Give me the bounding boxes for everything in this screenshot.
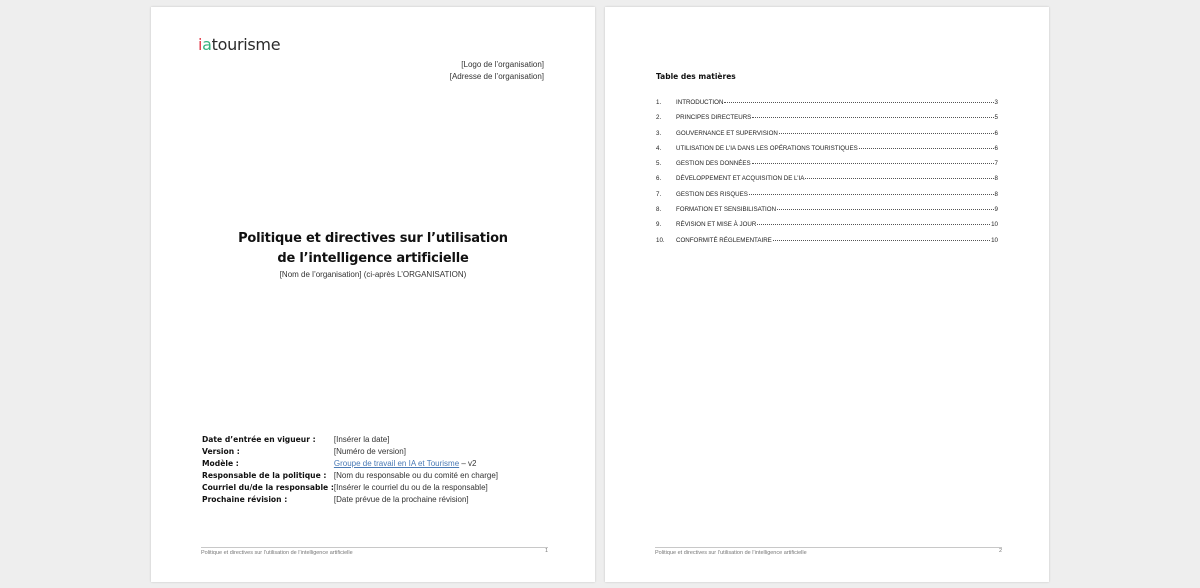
document-title-line-2: de l’intelligence artificielle (277, 251, 469, 266)
toc-entry[interactable] (656, 221, 998, 236)
toc-entry[interactable] (656, 145, 998, 160)
meta-model-label: Modèle : (202, 459, 239, 468)
toc-entry-page: 10 (991, 221, 998, 229)
org-address-placeholder: [Adresse de l’organisation] (449, 72, 544, 81)
toc-dot-leader (749, 194, 994, 195)
organisation-block (450, 59, 544, 83)
toc-dot-leader (752, 163, 994, 164)
toc-entry-number: 6. (656, 175, 662, 183)
toc-entry-page: 6 (994, 129, 998, 137)
meta-date-label: Date d’entrée en vigueur : (202, 435, 316, 444)
toc-dot-leader (773, 240, 990, 241)
toc-entry-page: 7 (994, 160, 998, 168)
toc-entry[interactable] (656, 175, 998, 190)
meta-review-value: [Date prévue de la prochaine révision] (333, 495, 469, 504)
document-subtitle: [Nom de l’organisation] (ci-après L’ORGANISATION) (279, 270, 467, 279)
meta-email-label: Courriel du/de la responsable : (202, 483, 334, 492)
model-link[interactable]: Groupe de travail en IA et Tourisme (333, 459, 460, 468)
page-number: 1 (544, 548, 548, 554)
document-title-line-1: Politique et directives sur l’utilisation (238, 231, 508, 246)
meta-version-label: Version : (202, 447, 240, 456)
meta-version-value: [Numéro de version] (333, 447, 406, 456)
document-page-1 (151, 7, 595, 582)
toc-entry-page: 10 (991, 236, 998, 244)
toc-dot-leader (859, 148, 994, 149)
toc-entry[interactable] (656, 99, 998, 114)
toc-entry-label: GESTION DES DONNÉES (676, 160, 751, 168)
meta-date-value: [Insérer la date] (333, 435, 390, 444)
toc-entry-number: 7. (656, 190, 662, 198)
page-number: 2 (998, 548, 1002, 554)
toc-entry-page: 8 (994, 175, 998, 183)
toc-entry-number: 2. (656, 114, 662, 122)
toc-entry[interactable] (656, 206, 998, 221)
meta-email-value: [Insérer le courriel du ou de la responsable] (333, 483, 488, 492)
meta-row-version (202, 446, 498, 458)
toc-dot-leader (805, 178, 993, 179)
org-logo-placeholder: [Logo de l’organisation] (461, 60, 544, 69)
toc-entry[interactable] (656, 160, 998, 175)
model-version-suffix: – v2 (459, 459, 477, 468)
logo-rest: tourisme (211, 35, 281, 54)
toc-entry-number: 8. (656, 206, 662, 214)
meta-owner-value: [Nom du responsable ou du comité en charge] (333, 471, 498, 480)
toc-title: Table des matières (656, 72, 736, 81)
meta-owner-label: Responsable de la politique : (202, 471, 327, 480)
toc-entry-label: RÉVISION ET MISE À JOUR (676, 221, 757, 229)
toc-entry-label: PRINCIPES DIRECTEURS (676, 114, 752, 122)
logo-a: a (202, 35, 212, 54)
toc-entry-page: 8 (994, 190, 998, 198)
meta-row-email (202, 482, 498, 494)
toc-entry-label: FORMATION ET SENSIBILISATION (676, 206, 777, 214)
logo-i: i (198, 35, 203, 54)
page-footer (201, 547, 548, 556)
toc-entry-page: 5 (994, 114, 998, 122)
meta-row-owner (202, 470, 498, 482)
toc-entry[interactable] (656, 237, 998, 252)
table-of-contents (656, 99, 998, 252)
meta-row-date (202, 434, 498, 446)
toc-entry-label: GESTION DES RISQUES (676, 190, 748, 198)
toc-entry-number: 3. (656, 129, 662, 137)
footer-text: Politique et directives sur l’utilisation de l’intelligence artificielle (655, 550, 807, 556)
toc-dot-leader (779, 133, 994, 134)
toc-dot-leader (752, 117, 993, 118)
toc-entry-label: CONFORMITÉ RÉGLEMENTAIRE (676, 236, 772, 244)
toc-entry[interactable] (656, 191, 998, 206)
toc-dot-leader (724, 102, 993, 103)
document-page-2 (605, 7, 1049, 582)
toc-entry[interactable] (656, 114, 998, 129)
toc-entry[interactable] (656, 130, 998, 145)
toc-entry-number: 5. (656, 160, 662, 168)
toc-entry-label: UTILISATION DE L’IA DANS LES OPÉRATIONS TOURISTIQUES (676, 144, 858, 152)
toc-entry-number: 10. (656, 236, 665, 244)
toc-entry-number: 4. (656, 144, 662, 152)
toc-entry-page: 6 (994, 144, 998, 152)
toc-entry-page: 3 (994, 99, 998, 106)
page-footer (655, 547, 1002, 556)
toc-entry-number: 1. (656, 99, 662, 106)
toc-entry-label: GOUVERNANCE ET SUPERVISION (676, 129, 778, 137)
toc-entry-page: 9 (994, 206, 998, 214)
toc-entry-label: DÉVELOPPEMENT ET ACQUISITION DE L’IA (676, 175, 805, 183)
document-metadata-table (202, 434, 498, 506)
meta-row-model (202, 458, 498, 470)
meta-model-value (334, 458, 498, 470)
toc-entry-label: INTRODUCTION (676, 99, 724, 106)
iatourisme-logo (198, 35, 280, 54)
meta-review-label: Prochaine révision : (202, 495, 288, 504)
footer-text: Politique et directives sur l’utilisation de l’intelligence artificielle (201, 550, 353, 556)
meta-row-review (202, 494, 498, 506)
toc-dot-leader (777, 209, 994, 210)
title-block (151, 229, 595, 279)
toc-dot-leader (757, 224, 990, 225)
toc-entry-number: 9. (656, 221, 662, 229)
